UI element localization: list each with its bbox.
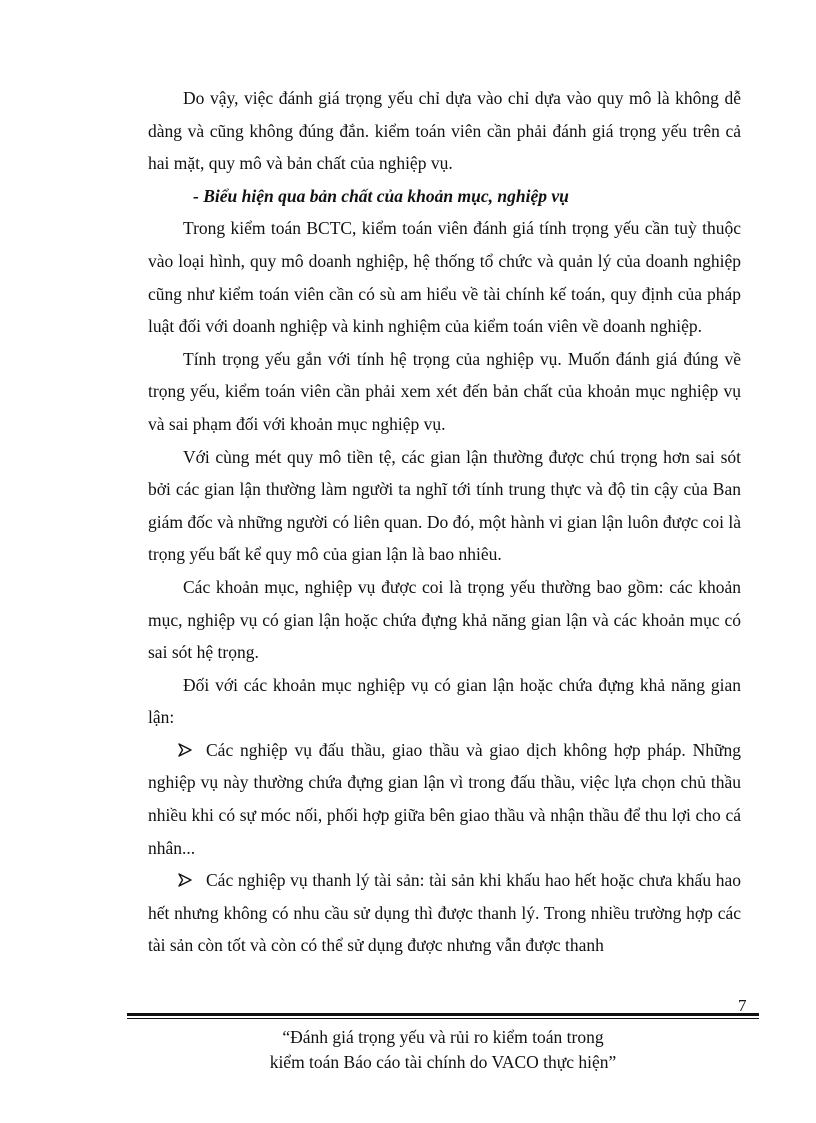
footer-divider-thick [127, 1013, 759, 1016]
paragraph: Trong kiểm toán BCTC, kiểm toán viên đánh giá tính trọng yếu cần tuỳ thuộc vào loại hình, quy mô doanh nghiệp, hệ thống tổ chức và quản lý của doanh nghiệp cũng như kiểm toán viên cần có sù am hiểu về tài chính kế toán, quy định của pháp luật đối với doanh nghiệp và kinh nghiệm của kiểm toán viên về doanh nghiệp. [148, 218, 741, 337]
arrowhead-bullet-icon [178, 864, 206, 897]
footer-title [127, 1025, 759, 1075]
bullet-text: Các nghiệp vụ thanh lý tài sản: tài sản khi khấu hao hết hoặc chưa khấu hao hết nhưng không có nhu cầu sử dụng thì được thanh lý. Trong nhiều trường hợp các tài sản còn tốt và còn có thể sử dụng được nhưng vẫn được thanh [148, 870, 741, 956]
bullet-item [148, 864, 741, 962]
bullet-item [148, 734, 741, 864]
paragraph: Với cùng mét quy mô tiền tệ, các gian lận thường được chú trọng hơn sai sót bởi các gian lận thường làm người ta nghĩ tới tính trung thực và độ tin cậy của Ban giám đốc và những người có liên quan. Do đó, một hành vi gian lận luôn được coi là trọng yếu bất kể quy mô của gian lận là bao nhiêu. [148, 446, 741, 565]
bullet-text: Các nghiệp vụ đấu thầu, giao thầu và giao dịch không hợp pháp. Những nghiệp vụ này thường chứa đựng gian lận vì trong đấu thầu, việc lựa chọn chủ thầu nhiều khi có sự móc nối, phối hợp giữa bên giao thầu và nhận thầu để thu lợi cho cá nhân... [148, 739, 741, 858]
footer-divider-thin [127, 1018, 759, 1019]
section-heading: - Biểu hiện qua bản chất của khoản mục, nghiệp vụ [193, 185, 569, 206]
footer-line-1: “Đánh giá trọng yếu và rủi ro kiểm toán trong [282, 1027, 604, 1047]
paragraph: Tính trọng yếu gắn với tính hệ trọng của nghiệp vụ. Muốn đánh giá đúng về trọng yếu, kiểm toán viên cần phải xem xét đến bản chất của khoản mục nghiệp vụ và sai phạm đối với khoản mục nghiệp vụ. [148, 348, 741, 434]
arrowhead-bullet-icon [178, 734, 206, 767]
page-number: 7 [738, 996, 747, 1015]
page-body [148, 82, 741, 962]
paragraph: Đối với các khoản mục nghiệp vụ có gian lận hoặc chứa đựng khả năng gian lận: [148, 674, 741, 728]
paragraph: Các khoản mục, nghiệp vụ được coi là trọng yếu thường bao gồm: các khoản mục, nghiệp vụ có gian lận hoặc chứa đựng khả năng gian lận và các khoản mục có sai sót hệ trọng. [148, 576, 741, 663]
paragraph: Do vậy, việc đánh giá trọng yếu chỉ dựa vào chỉ dựa vào quy mô là không dễ dàng và cũng không đúng đắn. kiểm toán viên cần phải đánh giá trọng yếu trên cả hai mặt, quy mô và bản chất của nghiệp vụ. [148, 88, 741, 174]
footer-line-2: kiểm toán Báo cáo tài chính do VACO thực hiện” [269, 1052, 617, 1072]
